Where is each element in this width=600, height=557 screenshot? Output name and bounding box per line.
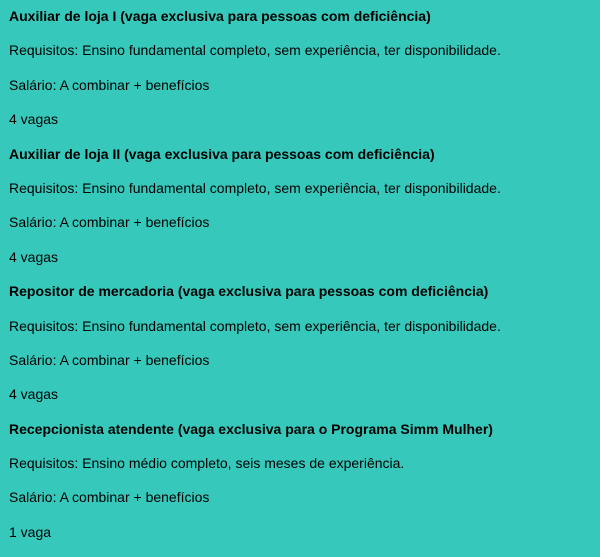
job-requirements: Requisitos: Ensino fundamental completo, sem experiência, ter disponibilidade.	[9, 317, 501, 334]
job-openings: 4 vagas	[9, 111, 59, 128]
job-title: Auxiliar de loja I (vaga exclusiva para pessoas com deficiência)	[9, 8, 431, 24]
job-requirements: Requisitos: Ensino fundamental completo, sem experiência, ter disponibilidade.	[9, 179, 501, 196]
job-requirements: Requisitos: Ensino fundamental completo, sem experiência, ter disponibilidade.	[9, 42, 501, 59]
job-title: Auxiliar de loja II (vaga exclusiva para pessoas com deficiência)	[9, 145, 435, 162]
job-requirements: Requisitos: Ensino médio completo, seis meses de experiência.	[9, 455, 405, 472]
job-openings: 4 vagas	[9, 248, 59, 265]
job-listing	[9, 420, 600, 557]
job-title: Recepcionista atendente (vaga exclusiva para o Programa Simm Mulher)	[9, 420, 493, 437]
job-openings: 4 vagas	[9, 386, 59, 403]
job-salary: Salário: A combinar + benefícios	[9, 489, 210, 506]
job-listing	[9, 7, 600, 145]
job-listing	[9, 145, 600, 283]
job-salary: Salário: A combinar + benefícios	[9, 351, 210, 368]
job-listing	[9, 282, 600, 420]
job-salary: Salário: A combinar + benefícios	[9, 214, 210, 231]
job-title: Repositor de mercadoria (vaga exclusiva para pessoas com deficiência)	[9, 283, 489, 300]
job-openings: 1 vaga	[9, 523, 52, 540]
job-salary: Salário: A combinar + benefícios	[9, 76, 210, 93]
